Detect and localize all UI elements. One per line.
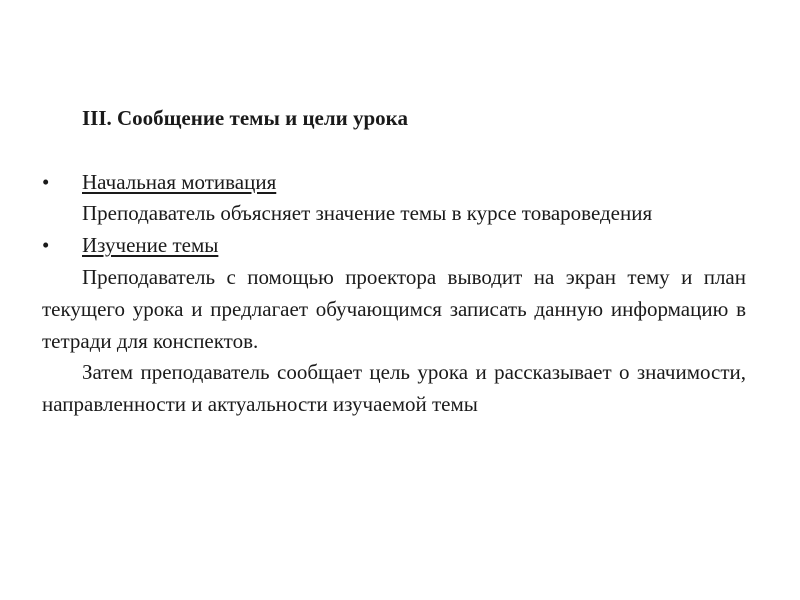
slide-content — [42, 103, 746, 421]
spacer — [42, 135, 746, 167]
bullet-item-study — [42, 230, 746, 262]
bullet-item-motivation — [42, 167, 746, 199]
bullet-icon: • — [42, 169, 50, 194]
bullet-icon: • — [42, 233, 50, 258]
paragraph: Затем преподаватель сообщает цель урока и рассказывает о значимости, направленности и актуальности изучаемой темы — [42, 360, 746, 417]
bullet-title: Изучение темы — [82, 233, 219, 258]
paragraph: Преподаватель с помощью проектора выводит на экран тему и план текущего урока и предлагает обучающимся записать данную информацию в тетради для конспектов. — [42, 264, 746, 353]
slide-heading: III. Сообщение темы и цели урока — [82, 106, 408, 130]
bullet-title: Начальная мотивация — [82, 169, 277, 194]
paragraph: Преподаватель объясняет значение темы в курсе товароведения — [82, 201, 653, 226]
